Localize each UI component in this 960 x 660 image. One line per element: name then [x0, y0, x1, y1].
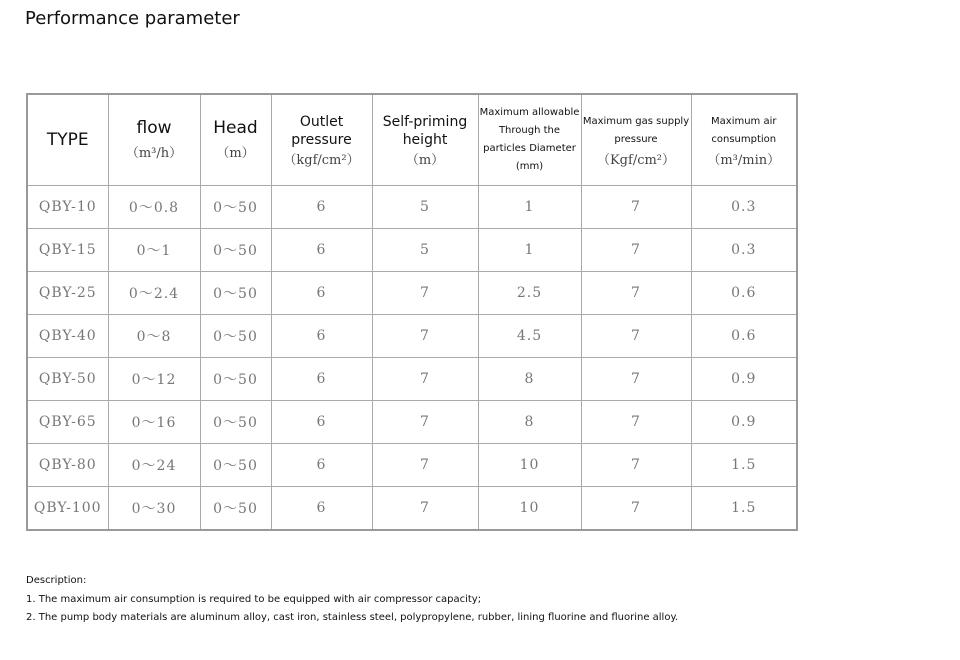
cell-head: 0～50 [200, 229, 271, 272]
header-max-gas-supply-pressure: Maximum gas supply pressure （Kgf/cm²） [581, 94, 691, 186]
cell-flow: 0～8 [108, 315, 200, 358]
cell-outlet-pressure: 6 [271, 186, 372, 229]
cell-flow: 0～0.8 [108, 186, 200, 229]
header-max-gas-supply-pressure-unit: （Kgf/cm²） [596, 152, 676, 168]
cell-self-priming-height: 7 [372, 272, 478, 315]
cell-type: QBY-10 [27, 186, 108, 229]
cell-particle-diameter: 10 [478, 444, 581, 487]
cell-outlet-pressure: 6 [271, 487, 372, 531]
cell-air-consumption: 1.5 [691, 487, 797, 531]
table-row [27, 315, 797, 358]
performance-table [26, 93, 798, 531]
header-outlet-pressure: Outlet pressure （kgf/cm²） [271, 94, 372, 186]
header-max-air-consumption-unit: （m³/min） [707, 152, 781, 168]
header-flow: flow （m³/h） [108, 94, 200, 186]
cell-air-consumption: 0.3 [691, 229, 797, 272]
header-type: TYPE [27, 94, 108, 186]
cell-gas-supply-pressure: 7 [581, 358, 691, 401]
table-row [27, 401, 797, 444]
cell-gas-supply-pressure: 7 [581, 487, 691, 531]
cell-type: QBY-80 [27, 444, 108, 487]
header-flow-unit: （m³/h） [125, 146, 183, 161]
cell-type: QBY-50 [27, 358, 108, 401]
header-head: Head （m） [200, 94, 271, 186]
cell-gas-supply-pressure: 7 [581, 272, 691, 315]
cell-gas-supply-pressure: 7 [581, 444, 691, 487]
cell-air-consumption: 0.9 [691, 358, 797, 401]
cell-air-consumption: 0.6 [691, 315, 797, 358]
cell-air-consumption: 0.9 [691, 401, 797, 444]
cell-outlet-pressure: 6 [271, 444, 372, 487]
table-row [27, 358, 797, 401]
cell-gas-supply-pressure: 7 [581, 229, 691, 272]
description-heading: Description: [26, 575, 87, 586]
cell-particle-diameter: 1 [478, 229, 581, 272]
cell-particle-diameter: 2.5 [478, 272, 581, 315]
cell-head: 0～50 [200, 444, 271, 487]
cell-type: QBY-40 [27, 315, 108, 358]
cell-gas-supply-pressure: 7 [581, 186, 691, 229]
cell-air-consumption: 0.6 [691, 272, 797, 315]
cell-flow: 0～30 [108, 487, 200, 531]
header-max-air-consumption: Maximum air consumption （m³/min） [691, 94, 797, 186]
cell-head: 0～50 [200, 358, 271, 401]
cell-self-priming-height: 5 [372, 229, 478, 272]
cell-flow: 0～16 [108, 401, 200, 444]
description-line: 2. The pump body materials are aluminum alloy, cast iron, stainless steel, polypropylene, rubber, lining fluorine and fluorine alloy. [26, 612, 679, 623]
cell-particle-diameter: 1 [478, 186, 581, 229]
cell-particle-diameter: 4.5 [478, 315, 581, 358]
cell-type: QBY-25 [27, 272, 108, 315]
cell-outlet-pressure: 6 [271, 272, 372, 315]
cell-flow: 0～24 [108, 444, 200, 487]
header-self-priming-height-unit: （m） [405, 152, 445, 168]
cell-type: QBY-15 [27, 229, 108, 272]
cell-gas-supply-pressure: 7 [581, 315, 691, 358]
cell-outlet-pressure: 6 [271, 229, 372, 272]
cell-outlet-pressure: 6 [271, 358, 372, 401]
cell-type: QBY-65 [27, 401, 108, 444]
cell-self-priming-height: 7 [372, 487, 478, 531]
table-row [27, 229, 797, 272]
cell-air-consumption: 0.3 [691, 186, 797, 229]
cell-self-priming-height: 7 [372, 401, 478, 444]
table-row [27, 186, 797, 229]
table-row [27, 272, 797, 315]
table-row [27, 487, 797, 531]
cell-outlet-pressure: 6 [271, 401, 372, 444]
description-line: 1. The maximum air consumption is required to be equipped with air compressor capacity; [26, 593, 482, 605]
cell-head: 0～50 [200, 401, 271, 444]
cell-self-priming-height: 7 [372, 358, 478, 401]
cell-particle-diameter: 10 [478, 487, 581, 531]
header-self-priming-height: Self-priming height （m） [372, 94, 478, 186]
header-max-particle-diameter: Maximum allowable Through the particles Diameter (mm) [478, 94, 581, 186]
cell-flow: 0～2.4 [108, 272, 200, 315]
cell-flow: 0～1 [108, 229, 200, 272]
table-header-row [27, 94, 797, 186]
description [26, 572, 678, 628]
cell-flow: 0～12 [108, 358, 200, 401]
cell-air-consumption: 1.5 [691, 444, 797, 487]
cell-self-priming-height: 5 [372, 186, 478, 229]
cell-outlet-pressure: 6 [271, 315, 372, 358]
cell-particle-diameter: 8 [478, 401, 581, 444]
cell-self-priming-height: 7 [372, 315, 478, 358]
cell-particle-diameter: 8 [478, 358, 581, 401]
cell-head: 0～50 [200, 272, 271, 315]
cell-head: 0～50 [200, 315, 271, 358]
cell-self-priming-height: 7 [372, 444, 478, 487]
cell-gas-supply-pressure: 7 [581, 401, 691, 444]
cell-head: 0～50 [200, 186, 271, 229]
header-outlet-pressure-unit: （kgf/cm²） [283, 152, 360, 168]
page-title: Performance parameter [25, 8, 240, 29]
header-head-unit: （m） [216, 146, 255, 161]
cell-head: 0～50 [200, 487, 271, 531]
cell-type: QBY-100 [27, 487, 108, 531]
table-row [27, 444, 797, 487]
